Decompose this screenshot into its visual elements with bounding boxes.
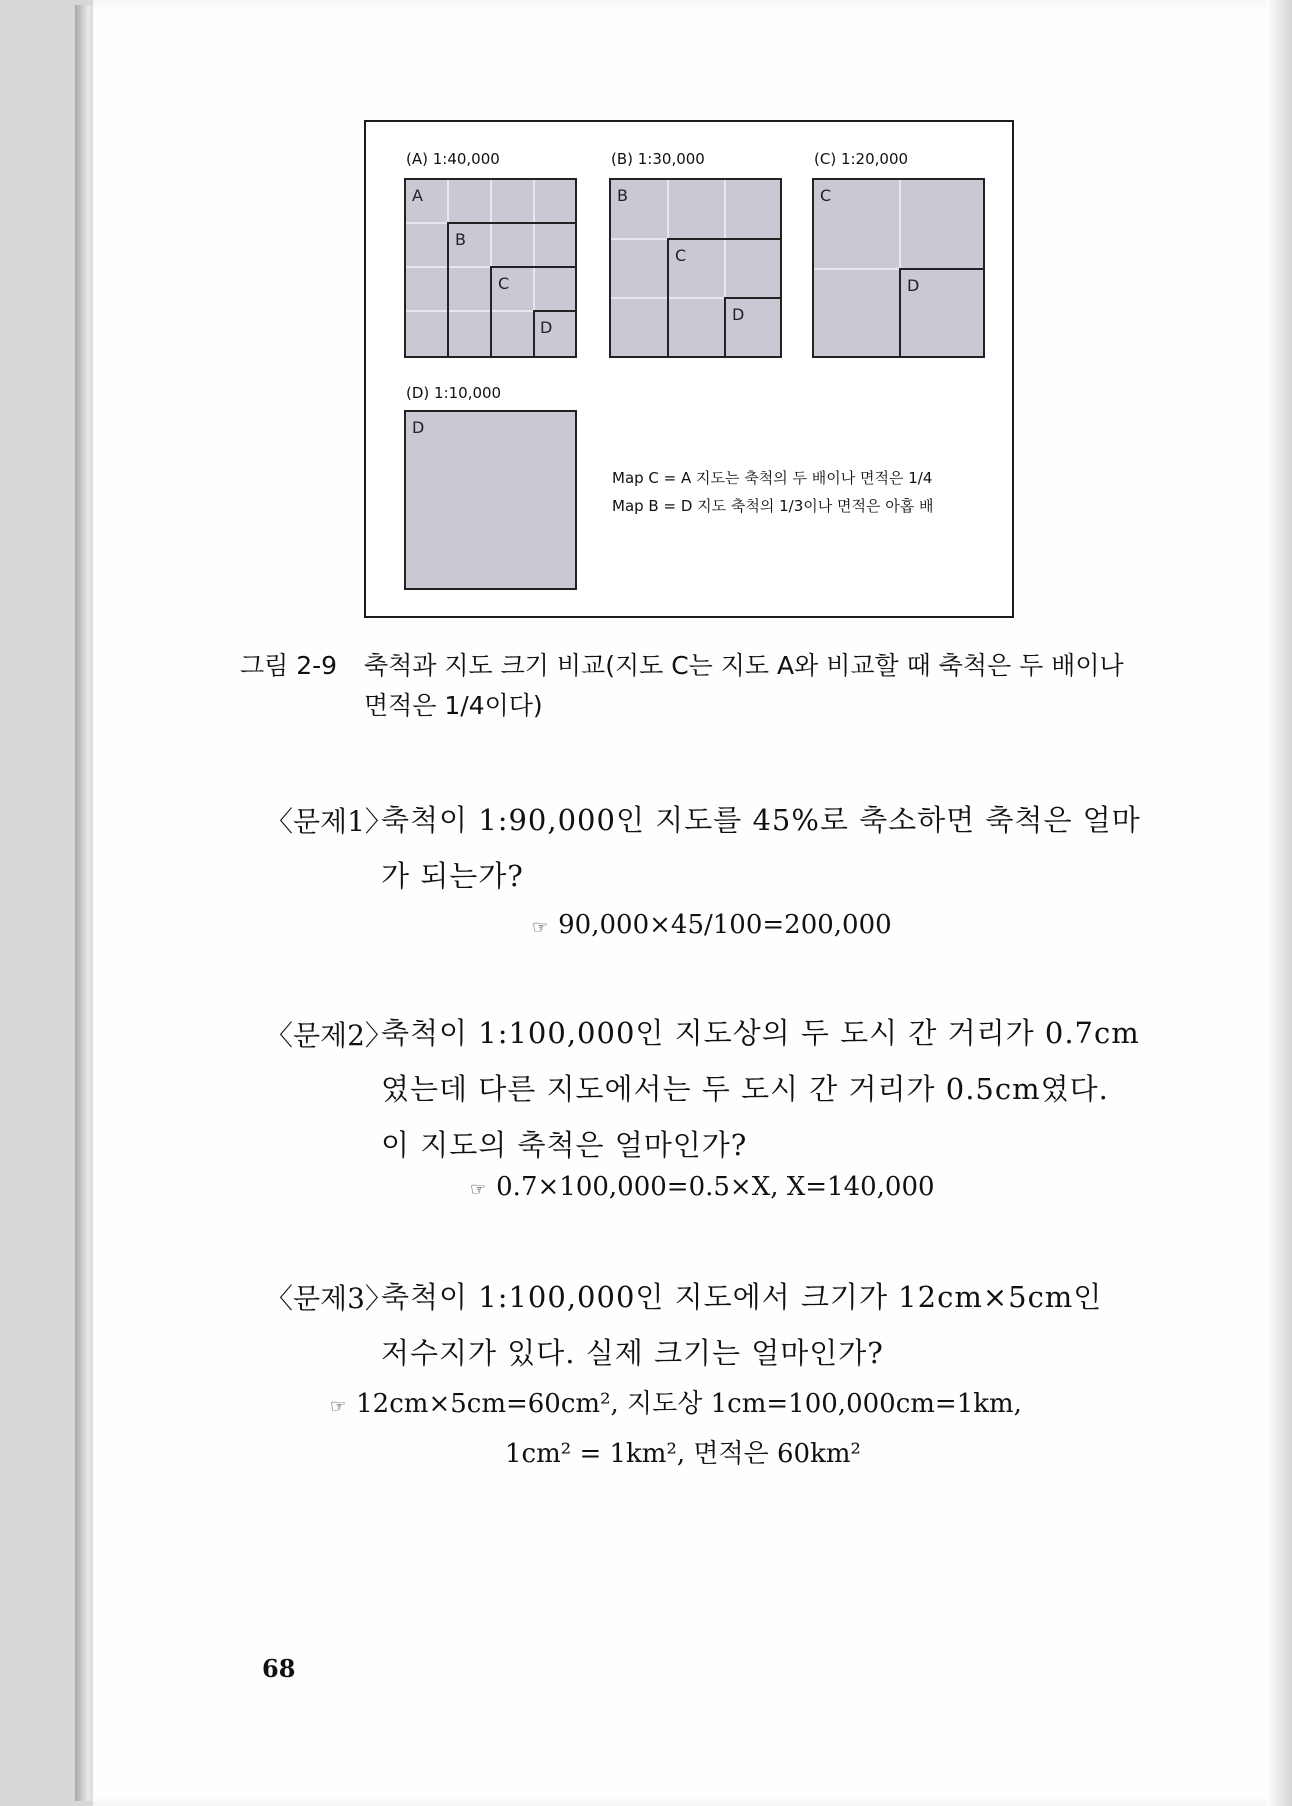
problem-2-text: 축척이 1:100,000인 지도상의 두 도시 간 거리가 0.7cm였는데 다른 지도에서는 두 도시 간 거리가 0.5cm였다. 이 지도의 축척은 얼마인가?: [381, 1016, 1140, 1162]
nested-map-d: D: [899, 268, 985, 358]
problem-1-text: 축척이 1:90,000인 지도를 45%로 축소하면 축척은 얼마가 되는가?: [381, 803, 1141, 893]
nested-map-b: B: [447, 222, 577, 358]
problem-1-answer: [532, 910, 892, 940]
problem-2-label: 〈문제2〉: [265, 1019, 393, 1052]
map-letter: D: [412, 418, 425, 437]
map-a: [404, 178, 577, 358]
problem-1-label: 〈문제1〉: [265, 805, 393, 838]
map-b: [609, 178, 782, 358]
pointing-hand-icon: ☞: [532, 917, 549, 938]
pointing-hand-icon: ☞: [330, 1396, 347, 1417]
nested-map-d: D: [533, 310, 577, 358]
page-shadow: [1266, 0, 1292, 1806]
panel-a-label: (A) 1:40,000: [406, 150, 500, 168]
figure-caption-label: 그림 2-9: [240, 651, 338, 680]
answer-line: 12cm×5cm=60cm², 지도상 1cm=100,000cm=1km,: [356, 1389, 1022, 1419]
note-line: Map C = A 지도는 축척의 두 배이나 면적은 1/4: [612, 469, 933, 487]
map-letter: B: [617, 186, 628, 205]
map-letter: A: [412, 186, 423, 205]
nested-map-d: D: [724, 297, 782, 358]
problem-3-label: 〈문제3〉: [265, 1282, 393, 1315]
page-number: 68: [262, 1654, 296, 1683]
figure-note: [612, 464, 934, 520]
note-line: Map B = D 지도 축척의 1/3이나 면적은 아홉 배: [612, 497, 934, 515]
scale-comparison-figure: [364, 120, 1014, 618]
answer-line: 0.7×100,000=0.5×X, X=140,000: [496, 1172, 935, 1202]
pointing-hand-icon: ☞: [470, 1179, 487, 1200]
problem-3-answer: [330, 1383, 1022, 1420]
panel-c-label: (C) 1:20,000: [814, 150, 909, 168]
nested-map-c: C: [667, 238, 782, 358]
problem-3-text: 축척이 1:100,000인 지도에서 크기가 12cm×5cm인 저수지가 있다. 실제 크기는 얼마인가?: [381, 1280, 1103, 1370]
answer-line: 90,000×45/100=200,000: [558, 910, 892, 940]
problem-3-answer-line-2: 1cm² = 1km², 면적은 60km²: [505, 1439, 861, 1469]
nested-map-c: C: [490, 266, 577, 358]
panel-d-label: (D) 1:10,000: [406, 384, 502, 402]
map-c: [812, 178, 985, 358]
figure-caption-text: 축척과 지도 크기 비교(지도 C는 지도 A와 비교할 때 축척은 두 배이나 면적은 1/4이다): [364, 651, 1124, 720]
map-d: [404, 410, 577, 590]
panel-b-label: (B) 1:30,000: [611, 150, 705, 168]
map-letter: C: [820, 186, 832, 205]
problem-2-answer: [470, 1172, 935, 1202]
